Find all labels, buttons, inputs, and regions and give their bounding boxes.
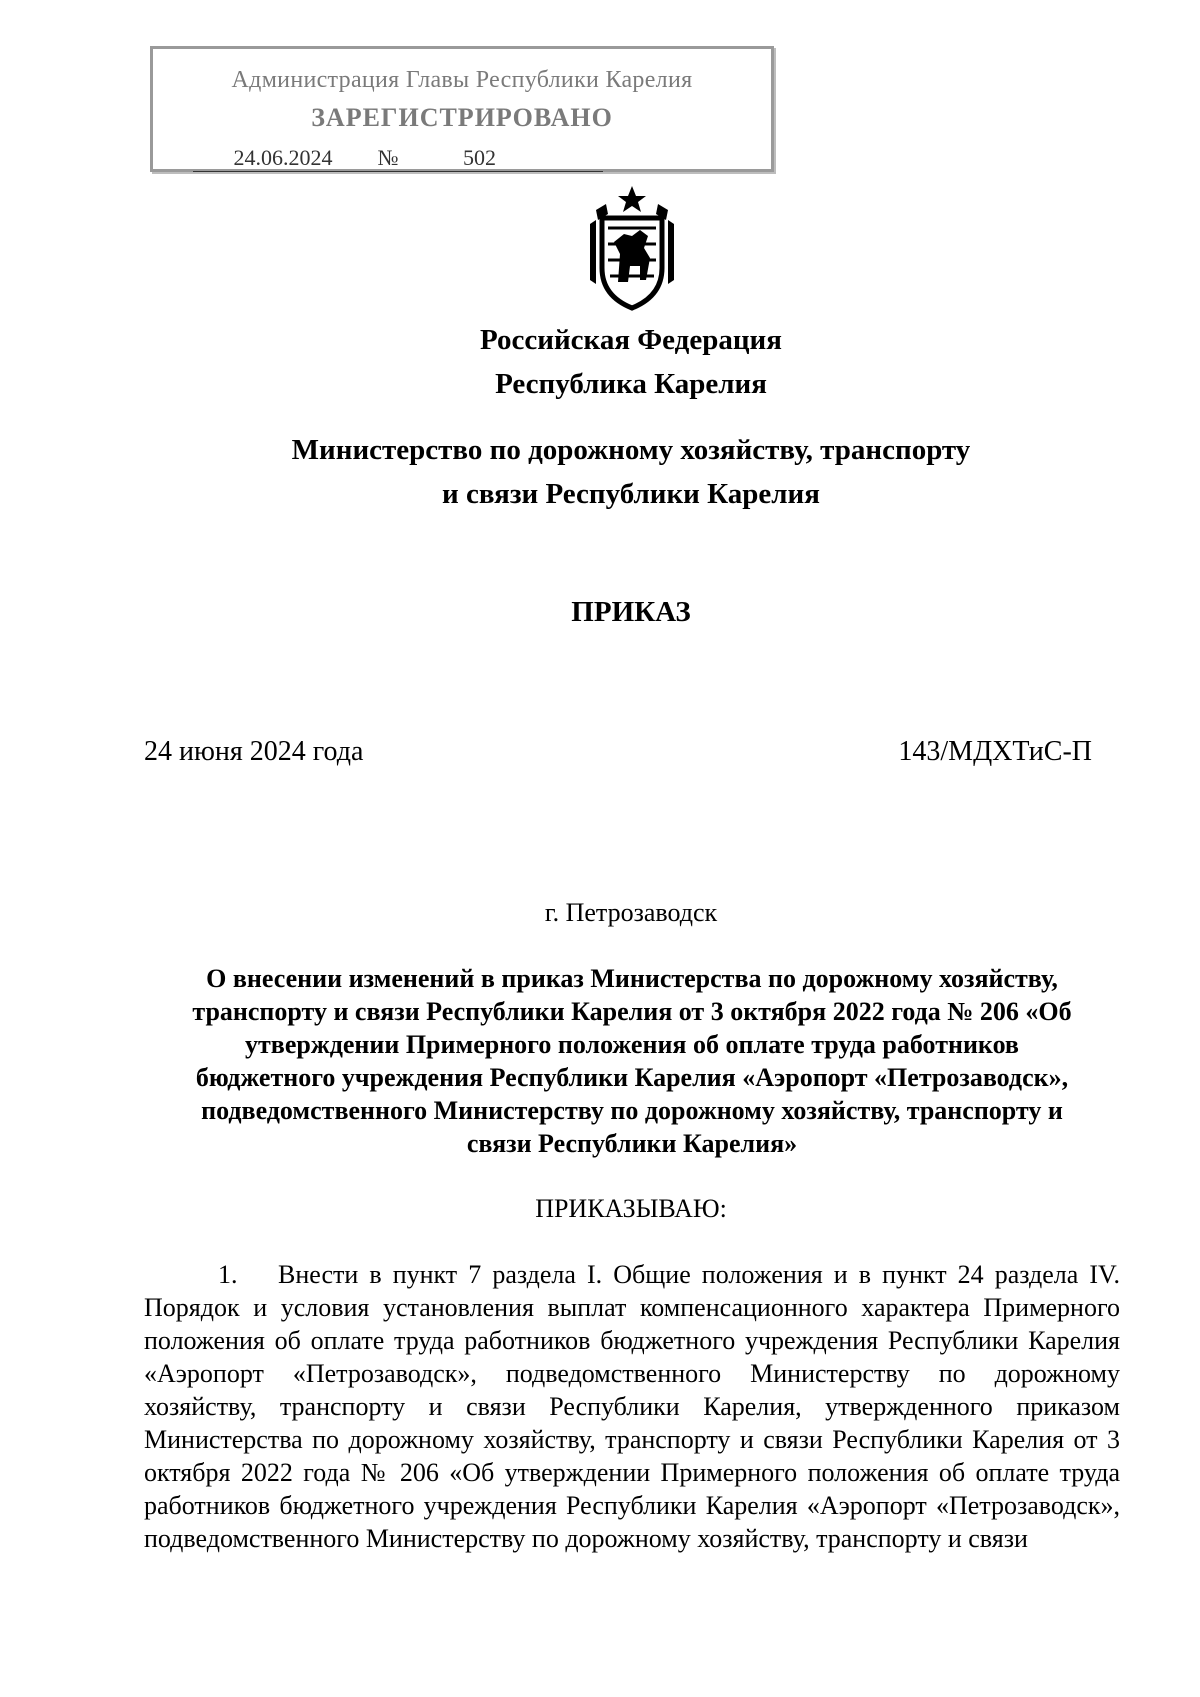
document-type-title: ПРИКАЗ — [571, 596, 691, 628]
karelia-coat-of-arms-icon — [584, 184, 680, 312]
decree-word: ПРИКАЗЫВАЮ: — [535, 1194, 727, 1223]
stamp-date: 24.06.2024 — [193, 145, 373, 172]
ministry-name-line1: Министерство по дорожному хозяйству, транспорту — [291, 434, 971, 466]
republic-name: Республика Карелия — [495, 368, 767, 400]
order-subject — [144, 962, 1120, 1160]
ministry-block — [0, 428, 1200, 516]
stamp-registration-row — [193, 145, 603, 172]
stamp-title: Администрация Главы Республики Карелия — [231, 67, 693, 93]
stamp-number-sign: № — [373, 145, 403, 172]
item-number: 1. — [218, 1260, 238, 1289]
order-number: 143/МДХТиС-П — [898, 736, 1092, 767]
stamp-number: 502 — [403, 145, 603, 172]
item-text: Внести в пункт 7 раздела I. Общие положения и в пункт 24 раздела IV. Порядок и условия установления выплат компенсационного характера Примерного положения об оплате труда работников бюджетного учреждения Республики Карелия «Аэропорт «Петрозаводск», подведомственного Министерству по дорожному хозяйству, транспорту и связи Республики Карелия, утвержденного приказом Министерства по дорожному хозяйству, транспорту и связи Республики Карелия от 3 октября 2022 года № 206 «Об утверждении Примерного положения об оплате труда работников бюджетного учреждения Республики Карелия «Аэропорт «Петрозаводск», подведомственного Министерству по дорожному хозяйству, транспорту и связи — [144, 1260, 1120, 1553]
subject-line: утверждении Примерного положения об оплате труда работников — [245, 1030, 1019, 1059]
federation-name: Российская Федерация — [480, 324, 782, 356]
order-item-1 — [144, 1258, 1120, 1555]
subject-line: связи Республики Карелия» — [466, 1129, 798, 1158]
subject-line: транспорту и связи Республики Карелия от 3 октября 2022 года № 206 «Об — [192, 997, 1072, 1026]
subject-line: О внесении изменений в приказ Министерства по дорожному хозяйству, — [206, 964, 1058, 993]
subject-line: подведомственного Министерству по дорожному хозяйству, транспорту и — [201, 1096, 1063, 1125]
stamp-status: ЗАРЕГИСТРИРОВАНО — [311, 103, 613, 132]
subject-line: бюджетного учреждения Республики Карелия «Аэропорт «Петрозаводск», — [195, 1063, 1069, 1092]
registration-stamp — [150, 46, 774, 172]
order-city: г. Петрозаводск — [544, 898, 718, 927]
header-block — [0, 318, 1200, 406]
order-date: 24 июня 2024 года — [144, 736, 364, 767]
ministry-name-line2: и связи Республики Карелия — [442, 478, 820, 510]
